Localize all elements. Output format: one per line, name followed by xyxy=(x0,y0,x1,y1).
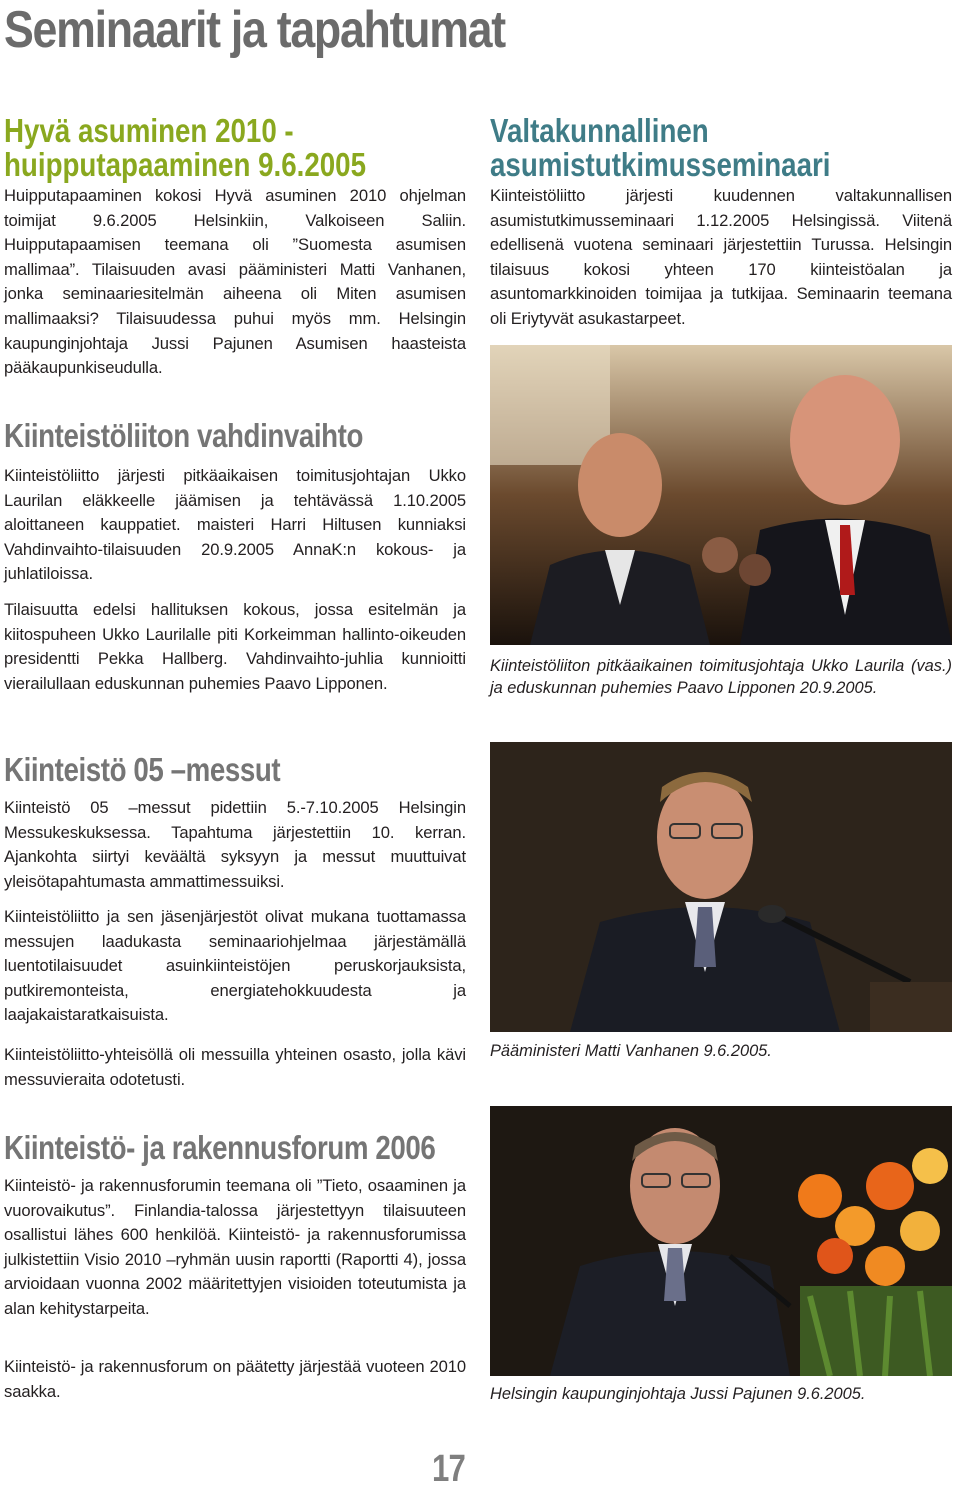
messut-paragraph-2: Kiinteistöliitto ja sen jäsenjärjestöt olivat mukana tuottamassa messujen laadukasta seminaariohjelmaa järjestämällä luentotilaisuudet asuinkiinteistöjen peruskorjauksista, putkiremonteista, energiatehokkuudesta ja laajakaistaratkaisuista. xyxy=(4,907,466,1025)
rakennusforum-paragraph-1: Kiinteistö- ja rakennusforumin teemana oli ”Tieto, osaaminen ja vuorovaikutus”. Finlandia-talossa järjestettyyn tilaisuuteen osallistui lähes 600 henkilöä. Kiinteistö- ja rakennusforumissa julkistettiin Visio 2010 –ryhmän uusin raportti (Raportti 4), jossa arvioidaan vuonna 2002 määritettyjen visioiden toteutumista ja alan kehitystarpeita. xyxy=(4,1176,466,1318)
photo-vanhanen xyxy=(490,742,952,1032)
rakennusforum-heading: Kiinteistö- ja rakennusforum 2006 xyxy=(4,1129,436,1166)
rakennusforum-paragraph-2: Kiinteistö- ja rakennusforum on päätetty järjestää vuoteen 2010 saakka. xyxy=(4,1357,466,1401)
photo-pajunen-caption: Helsingin kaupunginjohtaja Jussi Pajunen 9.6.2005. xyxy=(490,1385,866,1403)
valtakunnallinen-heading-line2: asumistutkimusseminaari xyxy=(490,146,831,183)
vahdinvaihto-paragraph-2: Tilaisuutta edelsi hallituksen kokous, jossa esitelmän ja kiitospuheen Ukko Laurilalle piti Korkeimman hallinto-oikeuden presidentti Pekka Hallberg. Vahdinvaihto-juhlia kunnioitti vierailullaan eduskunnan puhemies Paavo Lipponen. xyxy=(4,600,466,693)
page-title: Seminaarit ja tapahtumat xyxy=(4,1,505,59)
page-number: 17 xyxy=(432,1448,466,1490)
messut-paragraph-1: Kiinteistö 05 –messut pidettiin 5.-7.10.2005 Helsingin Messukeskuksessa. Tapahtuma järjestettiin 10. kerran. Ajankohta siirtyi keväältä syksyyn ja messut muuttuivat yleisötapahtumasta ammattimessuiksi. xyxy=(4,798,466,891)
photo-pajunen xyxy=(490,1106,952,1376)
vahdinvaihto-heading: Kiinteistöliiton vahdinvaihto xyxy=(4,417,363,454)
hyva-asuminen-heading xyxy=(4,114,474,182)
valtakunnallinen-heading xyxy=(490,114,960,182)
photo-laurila-lipponen-caption: Kiinteistöliiton pitkäaikainen toimitusjohtaja Ukko Laurila (vas.) ja eduskunnan puhemies Paavo Lipponen 20.9.2005. xyxy=(490,657,952,697)
messut-paragraph-3: Kiinteistöliitto-yhteisöllä oli messuilla yhteinen osasto, jolla kävi messuvieraita odotetusti. xyxy=(4,1045,466,1089)
photo-vanhanen-caption: Pääministeri Matti Vanhanen 9.6.2005. xyxy=(490,1042,772,1060)
photo-laurila-lipponen xyxy=(490,345,952,645)
valtakunnallinen-heading-line1: Valtakunnallinen xyxy=(490,112,709,149)
hyva-asuminen-paragraph: Huipputapaaminen kokosi Hyvä asuminen 2010 ohjelman toimijat 9.6.2005 Helsinkiin, Valkoiseen Saliin. Huipputapaamisen teemana oli ”Suomesta asumisen mallimaa”. Tilaisuuden avasi pääministeri Matti Vanhanen, jonka seminaariesitelmän aiheena oli Miten asumisen mallimaaksi? Tilaisuudessa puhui myös mm. Helsingin kaupunginjohtaja Jussi Pajunen Asumisen haasteista pääkaupunkiseudulla. xyxy=(4,186,466,378)
messut-heading: Kiinteistö 05 –messut xyxy=(4,751,281,788)
hyva-asuminen-heading-line2: huipputapaaminen 9.6.2005 xyxy=(4,146,367,183)
valtakunnallinen-paragraph: Kiinteistöliitto järjesti kuudennen valtakunnallisen asumistutkimusseminaari 1.12.2005 Helsingissä. Viitenä edellisenä vuotena seminaari järjestettiin Turussa. Helsingin tilaisuus kokosi yhteen 170 kiinteistöalan ja asuntomarkkinoiden toimijaa ja tutkijaa. Seminaarin teemana oli Eriytyvät asukastarpeet. xyxy=(490,186,952,328)
hyva-asuminen-heading-line1: Hyvä asuminen 2010 - xyxy=(4,112,294,149)
vahdinvaihto-paragraph-1: Kiinteistöliitto järjesti pitkäaikaisen toimitusjohtajan Ukko Laurilan eläkkeelle jäämisen ja tehtävässä 1.10.2005 aloittaneen kauppatiet. maisteri Harri Hiltusen kunniaksi Vahdinvaihto-tilaisuuden 20.9.2005 AnnaK:n kokous- ja juhlatiloissa. xyxy=(4,466,466,584)
